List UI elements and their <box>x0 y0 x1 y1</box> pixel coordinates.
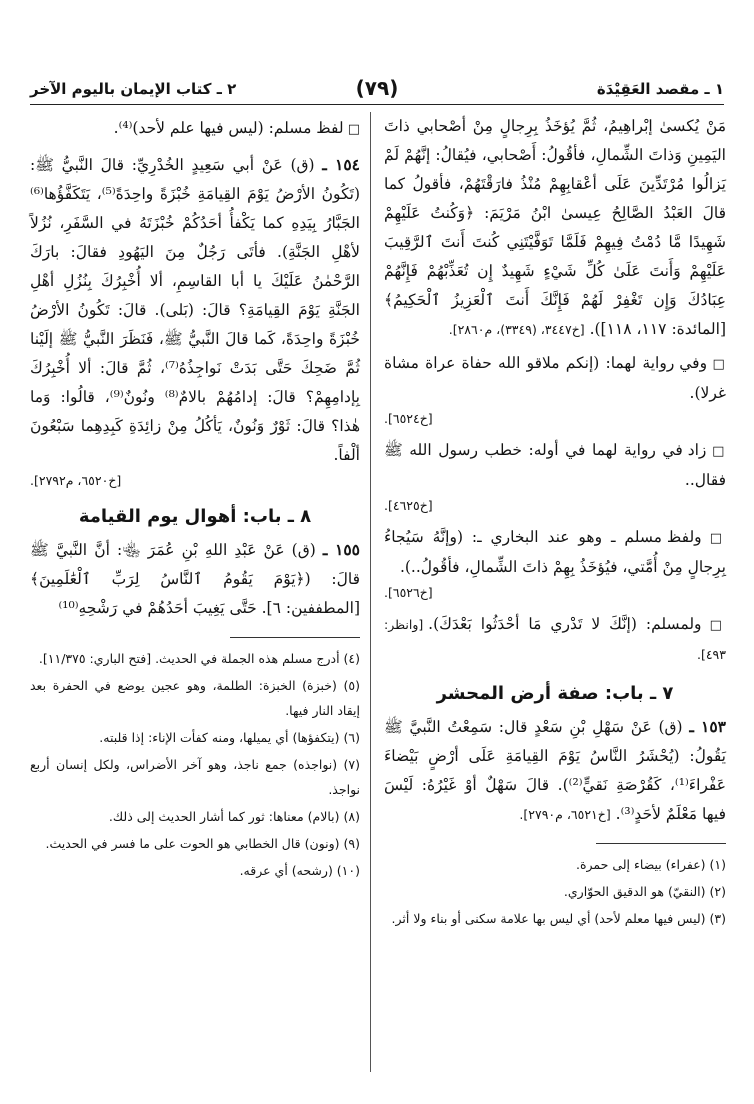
hadith-reference: [خ٦٥٢١، م٢٧٩٠]. <box>519 807 611 822</box>
page-header <box>30 70 724 106</box>
footnote: (٩) (ونون) قال الخطابي هو الحوت على ما فسر في الحديث. <box>45 836 360 851</box>
narration-text: لفظ مسلم: (ليس فيها علم لأحد)⁽⁴⁾. <box>113 119 344 137</box>
footnote: (٣) (ليس فيها معلم لأحد) أي ليس بها علامة سكنى أو بناء ولا أثر. <box>391 911 726 926</box>
hadith-number: ١٥٥ ـ <box>322 540 360 559</box>
column-divider <box>370 112 371 1072</box>
narration-reference: [خ٦٥٢٦]. <box>384 585 433 600</box>
header-book-title: ٢ ـ كتاب الإيمان باليوم الآخر <box>30 80 237 98</box>
hadith-text: (ق) عَنْ أبي سَعِيدٍ الخُدْرِيِّ: قالَ النَّبيُّ ﷺ: (تَكُونُ الأرْضُ يَوْمَ القِيامَةِ خُبْزَةً واحِدَةً⁽⁵⁾، يَتَكَفَّؤُها⁽⁶⁾ الجَبَّارُ بِيَدِهِ كما يَكْفأُ أحَدُكُمْ خُبْزَتَهُ في السَّفَرِ، نُزُلاً لأهْلِ الجَنَّةِ). فأتَى رَجُلٌ مِنَ اليَهُودِ فقالَ: بارَكَ الرَّحْمٰنُ عَلَيْكَ يا أبا القاسِمِ، ألا أُخْبِرُكَ بِنُزُلِ أهْلِ الجَنَّةِ يَوْمَ القِيامَةِ؟ قالَ: (بَلى). قالَ: تَكُونُ الأرْضُ خُبْزَةً واحِدَةً، كَما قالَ النَّبيُّ ﷺ، فَنَظَرَ النَّبيُّ ﷺ إلَيْنا ثُمَّ ضَحِكَ حَتَّى بَدَتْ نَواجِذُهُ⁽⁷⁾، ثُمَّ قالَ: ألا أُخْبِرُكَ بِإدامِهِمْ؟ قالَ: إدامُهُمْ بالامٌ⁽⁸⁾ ونُونٌ⁽⁹⁾، قالُوا: وَما هٰذا؟ قالَ: ثَوْرٌ وَنُونٌ، يَأكُلُ مِنْ زائِدَةِ كَبِدِهِما سَبْعُونَ ألْفاً. <box>30 156 360 464</box>
chapter-heading: ٨ ـ باب: أهوال يوم القيامة <box>78 506 312 527</box>
footnote: (١٠) (رشحه) أي عرقه. <box>239 863 360 878</box>
hadith-text: (ق) عَنْ سَهْلِ بْنِ سَعْدٍ قال: سَمِعْتُ النَّبيَّ ﷺ يَقُولُ: (يُحْشَرُ النَّاسُ يَوْمَ القِيامَةِ عَلَى أرْضٍ بَيْضاءَ عَفْراءَ⁽¹⁾، كَقُرْصَةِ نَقيٍّ⁽²⁾). قالَ سَهْلٌ أوْ غَيْرُهُ: لَيْسَ فيها مَعْلَمٌ لأحَدٍ⁽³⁾. <box>384 718 727 823</box>
footnote: (٧) (نواجذه) جمع ناجذ، وهو آخر الأضراس، ولكل إنسان أربع نواجذ. <box>30 757 360 797</box>
hadith-continuation <box>384 112 726 344</box>
narration-reference: [خ٤٦٢٥]. <box>384 498 433 513</box>
page-number: (٧٩) <box>355 76 399 100</box>
hadith-reference: [خ٦٥٢٠، م٢٧٩٢]. <box>30 473 122 488</box>
narration-reference: [وانظر: ٤٩٣]. <box>384 617 726 662</box>
narration-text: زاد في رواية لهما في أوله: خطب رسول الله ﷺ فقال.. <box>384 441 726 489</box>
left-column <box>30 112 360 885</box>
footnote-divider <box>230 637 360 638</box>
footnotes-left <box>30 646 360 883</box>
footnote: (٢) (النقيّ) هو الدقيق الحوّاري. <box>563 884 726 899</box>
hadith-text: مَنْ يُكسىٰ إبْراهِيمُ، ثُمَّ يُؤخَذُ بِرِجالٍ مِنْ أصْحابي ذاتَ اليَمِينِ وَذاتَ الشِّمالِ، فأقُولُ: أَصْحابي، فيُقالُ: إنَّهُمْ لَمْ يَزالُوا مُرْتَدِّينَ عَلَى أعْقابِهِمْ مُنْذُ فارَقْتَهُمْ، فأقولُ كما قالَ العَبْدُ الصَّالِحُ عِيسىٰ ابْنُ مَرْيَمَ: ﴿وَكُنتُ عَلَيْهِمْ شَهِيدًا مَّا دُمْتُ فِيهِمْ فَلَمَّا تَوَفَّيْتَنِي كُنتَ أَنتَ ٱلرَّقِيبَ عَلَيْهِمْ وَأَنتَ عَلَىٰ كُلِّ شَيْءٍ شَهِيدٌ إِن تُعَذِّبْهُمْ فَإِنَّهُمْ عِبَادُكَ وَإِن تَغْفِرْ لَهُمْ فَإِنَّكَ أَنتَ ٱلْعَزِيزُ ٱلْحَكِيمُ﴾ [المائدة: ١١٧، ١١٨]). <box>384 117 726 338</box>
narration-note <box>30 114 360 144</box>
hadith-reference: [خ٣٤٤٧، (٣٣٤٩)، م٢٨٦٠]. <box>448 322 585 337</box>
footnote: (٥) (خبزة) الخبزة: الطلمة، وهو عجين يوضع في الحفرة بعد إيقاد النار فيها. <box>30 678 360 718</box>
hadith-number: ١٥٣ ـ <box>689 717 727 736</box>
hadith-154 <box>30 150 360 492</box>
hadith-155 <box>30 535 360 623</box>
narration-note <box>384 523 726 604</box>
right-column <box>384 112 726 933</box>
narration-text: ولفظ مسلم ـ وهو عند البخاري ـ: (وإنَّهُ سَيُجاءُ بِرِجالٍ مِنْ أُمَّتي، فيُؤخَذُ بِهِمْ ذاتَ الشِّمالِ، فأقُولُ..). <box>384 528 726 576</box>
footnote: (٤) أدرج مسلم هذه الجملة في الحديث. [فتح الباري: ١١/٣٧٥]. <box>38 651 360 666</box>
footnote-divider <box>596 843 726 844</box>
header-divider <box>30 104 724 105</box>
footnote: (٨) (بالام) معناها: ثور كما أشار الحديث إلى ذلك. <box>108 809 360 824</box>
narration-note <box>384 610 726 669</box>
footnote: (٦) (يتكفؤها) أي يميلها، ومنه كفأت الإناء: إذا قلبته. <box>99 730 360 745</box>
narration-text: وفي رواية لهما: (إنكم ملاقو الله حفاة عراة مشاة غرلا). <box>384 354 726 402</box>
narration-text: ولمسلم: (إنَّكَ لا تَدْري مَا أحْدَثُوا بَعْدَكَ). <box>428 615 702 633</box>
hadith-153 <box>384 712 726 829</box>
narration-note <box>384 349 726 430</box>
footnote: (١) (عفراء) بيضاء إلى حمرة. <box>575 857 726 872</box>
hadith-text: (ق) عَنْ عَبْدِ اللهِ بْنِ عُمَرَ ﵄: أنَّ النَّبيَّ ﷺ قالَ: (﴿يَوْمَ يَقُومُ ٱلنَّاسُ لِرَبِّ ٱلْعَٰلَمِينَ﴾ [المطففين: ٦]. حَتَّى يَغِيبَ أحَدُهُمْ في رَشْحِهِ⁽¹⁰⁾ <box>30 541 360 617</box>
narration-reference: [خ٦٥٢٤]. <box>384 411 433 426</box>
header-section-title: ١ ـ مقصد العَقِيْدَة <box>596 80 724 98</box>
narration-note <box>384 436 726 517</box>
footnotes-right <box>384 852 726 931</box>
hadith-number: ١٥٤ ـ <box>322 155 360 174</box>
chapter-heading: ٧ ـ باب: صفة أرض المحشر <box>436 683 674 704</box>
